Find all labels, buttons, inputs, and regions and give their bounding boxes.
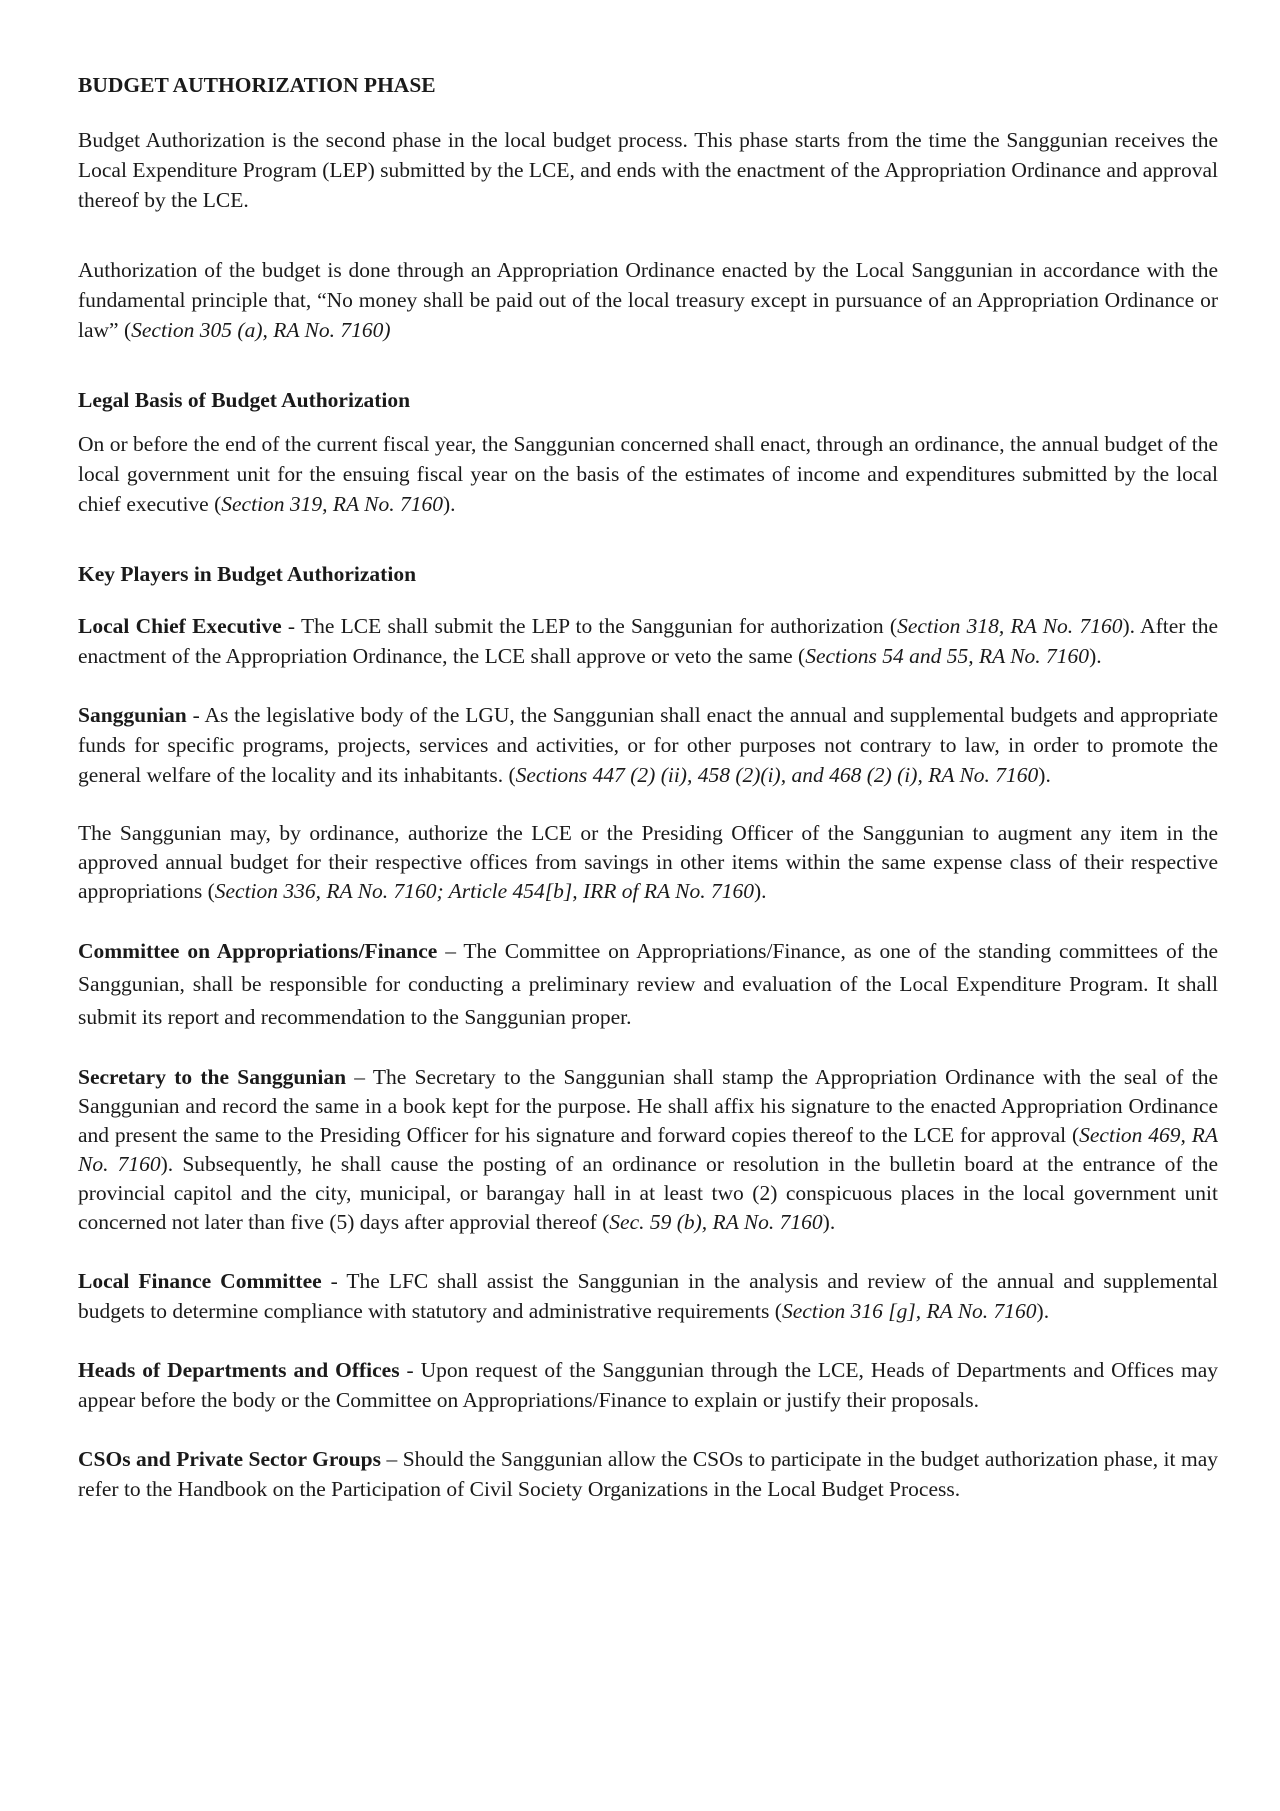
legal-basis-text: On or before the end of the current fiscal year, the Sanggunian concerned shall enact, through an ordinance, the annual budget of the local government unit for the ensuing fiscal year on the basis of the estimates of income and expenditures submitted by the local chief executive ( bbox=[78, 432, 1218, 516]
authorization-text: Authorization of the budget is done through an Appropriation Ordinance enacted by the Local Sanggunian in accordance with the fundamental principle that, “No money shall be paid out of the local treasury except in pursuance of an Appropriation Ordinance or law” ( bbox=[78, 258, 1218, 342]
secretary-citation-2: Sec. 59 (b), RA No. 7160 bbox=[609, 1210, 823, 1234]
lfc-text-2: ). bbox=[1036, 1299, 1050, 1323]
augment-text-2: ). bbox=[754, 879, 767, 903]
augment-citation: Section 336, RA No. 7160; Article 454[b], IRR of RA No. 7160 bbox=[214, 879, 754, 903]
authorization-paragraph bbox=[78, 255, 1218, 345]
lce-text-3: ). bbox=[1089, 644, 1102, 668]
csos-paragraph bbox=[78, 1444, 1218, 1504]
authorization-citation: Section 305 (a), RA No. 7160) bbox=[131, 318, 391, 342]
csos-text: – Should the Sanggunian allow the CSOs to participate in the budget authorization phase, it may refer to the Handbook on the Participation of Civil Society Organizations in the Local Budget Process. bbox=[78, 1447, 1218, 1501]
secretary-label: Secretary to the Sanggunian bbox=[78, 1065, 347, 1089]
heads-paragraph bbox=[78, 1355, 1218, 1415]
page-title: BUDGET AUTHORIZATION PHASE bbox=[78, 73, 436, 97]
sanggunian-text-1: - As the legislative body of the LGU, the Sanggunian shall enact the annual and supplemental budgets and appropriate funds for specific programs, projects, services and activities, or for other purposes not contrary to law, in order to promote the general welfare of the locality and its inhabitants. ( bbox=[78, 703, 1218, 787]
heads-label: Heads of Departments and Offices bbox=[78, 1358, 400, 1382]
lce-text-2: ). After the enactment of the Appropriation Ordinance, the LCE shall approve or veto the same ( bbox=[78, 614, 1218, 668]
lce-paragraph bbox=[78, 611, 1218, 671]
secretary-citation-1: Section 469, RA No. 7160 bbox=[78, 1123, 1218, 1176]
legal-basis-citation: Section 319, RA No. 7160 bbox=[221, 492, 444, 516]
lfc-paragraph bbox=[78, 1266, 1218, 1326]
lce-citation-1: Section 318, RA No. 7160 bbox=[897, 614, 1123, 638]
heads-text: - Upon request of the Sanggunian through the LCE, Heads of Departments and Offices may appear before the body or the Committee on Appropriations/Finance to explain or justify their proposals. bbox=[78, 1358, 1218, 1412]
secretary-paragraph bbox=[78, 1063, 1218, 1237]
lce-label: Local Chief Executive bbox=[78, 614, 282, 638]
secretary-text-1: – The Secretary to the Sanggunian shall stamp the Appropriation Ordinance with the seal of the Sanggunian and record the same in a book kept for the purpose. He shall affix his signature to the enacted Appropriation Ordinance and present the same to the Presiding Officer for his signature and forward copies thereof to the LCE for approval ( bbox=[78, 1065, 1218, 1147]
lce-text-1: - The LCE shall submit the LEP to the Sanggunian for authorization ( bbox=[281, 614, 898, 638]
sanggunian-paragraph bbox=[78, 700, 1218, 790]
csos-label: CSOs and Private Sector Groups bbox=[78, 1447, 382, 1471]
sanggunian-text-2: ). bbox=[1038, 763, 1051, 787]
key-players-heading: Key Players in Budget Authorization bbox=[78, 562, 417, 586]
secretary-text-2: ). Subsequently, he shall cause the posting of an ordinance or resolution in the bulletin board at the entrance of the provincial capitol and the city, municipal, or barangay hall in at least two (2) conspicuous places in the local government unit concerned not later than five (5) days after approvial thereof ( bbox=[78, 1152, 1218, 1234]
sanggunian-label: Sanggunian bbox=[78, 703, 187, 727]
legal-basis-paragraph bbox=[78, 429, 1218, 519]
lfc-text-1: - The LFC shall assist the Sanggunian in the analysis and review of the annual and supplemental budgets to determine compliance with statutory and administrative requirements ( bbox=[78, 1269, 1219, 1323]
augment-paragraph bbox=[78, 819, 1218, 906]
committee-text: – The Committee on Appropriations/Finance, as one of the standing committees of the Sanggunian, shall be responsible for conducting a preliminary review and evaluation of the Local Expenditure Program. It shall submit its report and recommendation to the Sanggunian proper. bbox=[78, 939, 1218, 1029]
legal-basis-end: ). bbox=[443, 492, 456, 516]
committee-paragraph bbox=[78, 935, 1218, 1034]
intro-paragraph: Budget Authorization is the second phase in the local budget process. This phase starts from the time the Sanggunian receives the Local Expenditure Program (LEP) submitted by the LCE, and ends with the enactment of the Appropriation Ordinance and approval thereof by the LCE. bbox=[78, 128, 1218, 212]
lce-citation-2: Sections 54 and 55, RA No. 7160 bbox=[805, 644, 1090, 668]
legal-basis-heading: Legal Basis of Budget Authorization bbox=[78, 388, 411, 412]
augment-text-1: The Sanggunian may, by ordinance, authorize the LCE or the Presiding Officer of the Sanggunian to augment any item in the approved annual budget for their respective offices from savings in other items within the same expense class of their respective appropriations ( bbox=[78, 821, 1218, 903]
secretary-text-3: ). bbox=[822, 1210, 836, 1234]
committee-label: Committee on Appropriations/Finance bbox=[78, 939, 438, 963]
lfc-citation: Section 316 [g], RA No. 7160 bbox=[781, 1299, 1037, 1323]
lfc-label: Local Finance Committee bbox=[78, 1269, 322, 1293]
sanggunian-citation: Sections 447 (2) (ii), 458 (2)(i), and 468 (2) (i), RA No. 7160 bbox=[515, 763, 1039, 787]
